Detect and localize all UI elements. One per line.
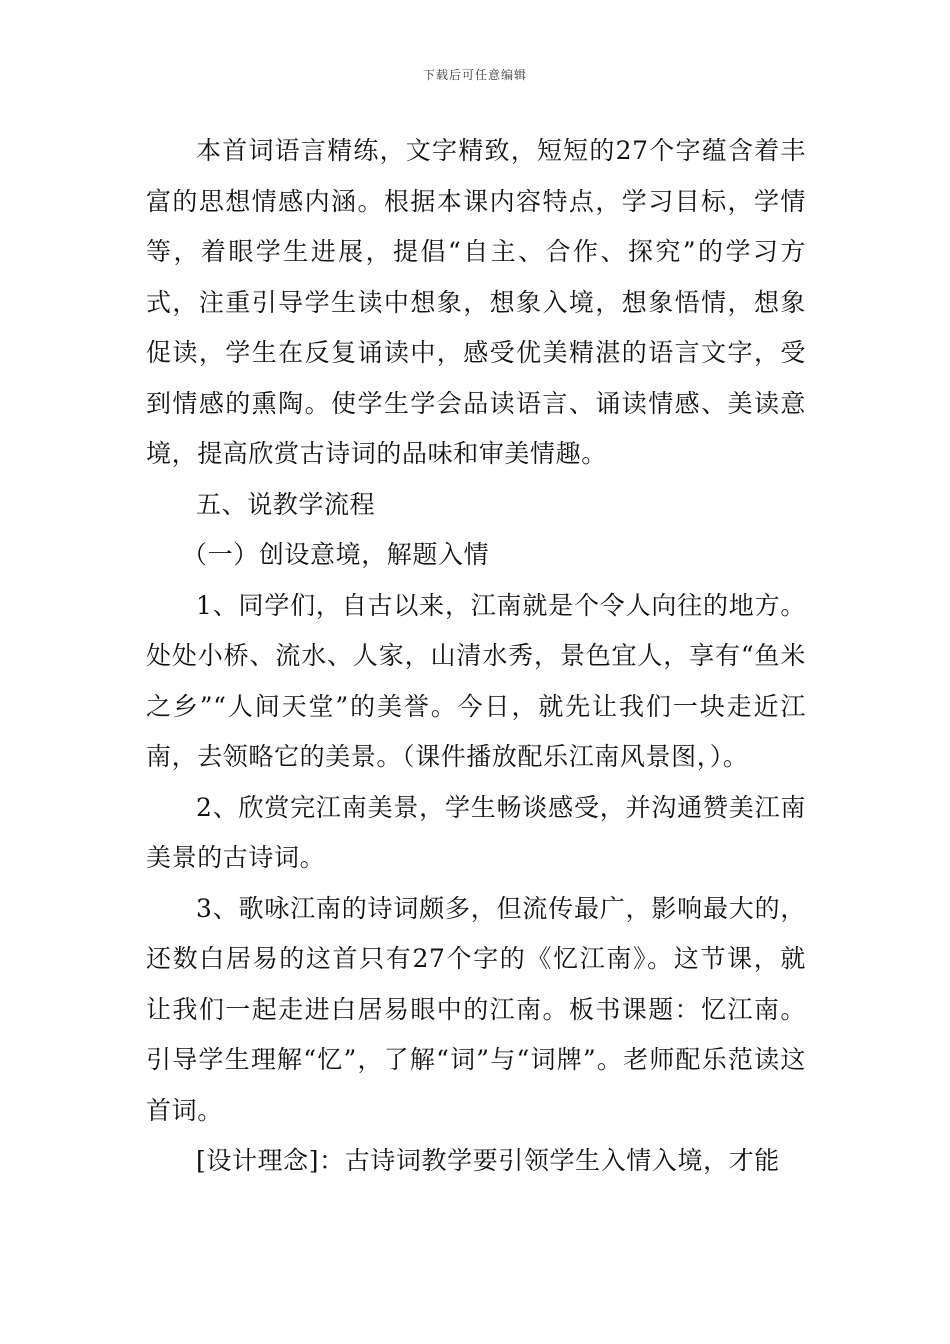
- section-heading-teaching-process: 五、说教学流程: [196, 489, 376, 519]
- paragraph-step-1: 1、同学们，自古以来，江南就是个令人向往的地方。处处小桥、流水、人家，山清水秀，景色宜人，享有“鱼米之乡”“人间天堂”的美誉。今日，就先让我们一块走近江南，去领略它的美景。（课件播放配乐江南风景图，）。: [146, 590, 806, 771]
- paragraph-step-3: 3、歌咏江南的诗词颇多，但流传最广，影响最大的，还数白居易的这首只有27个字的《忆江南》。这节课，就让我们一起走进白居易眼中的江南。板书课题：忆江南。引导学生理解“忆”，了解“词”与“词牌”。老师配乐范读这首词。: [146, 893, 806, 1125]
- subsection-heading-create-mood: （一）创设意境，解题入情: [182, 540, 490, 569]
- paragraph-step-2: 2、欣赏完江南美景，学生畅谈感受，并沟通赞美江南美景的古诗词。: [146, 792, 806, 872]
- paragraph-design-concept: [设计理念]：古诗词教学要引领学生入情入境，才能: [196, 1146, 780, 1175]
- document-body: [146, 126, 806, 1187]
- page-header-note: 下载后可任意编辑: [422, 68, 527, 82]
- paragraph-design-rationale: 本首词语言精练，文字精致，短短的27个字蕴含着丰富的思想情感内涵。根据本课内容特点，学习目标，学情等，着眼学生进展，提倡“自主、合作、探究”的学习方式，注重引导学生读中想象，想象入境，想象悟情，想象促读，学生在反复诵读中，感受优美精湛的语言文字，受到情感的熏陶。使学生学会品读语言、诵读情感、美读意境，提高欣赏古诗词的品味和审美情趣。: [146, 136, 806, 468]
